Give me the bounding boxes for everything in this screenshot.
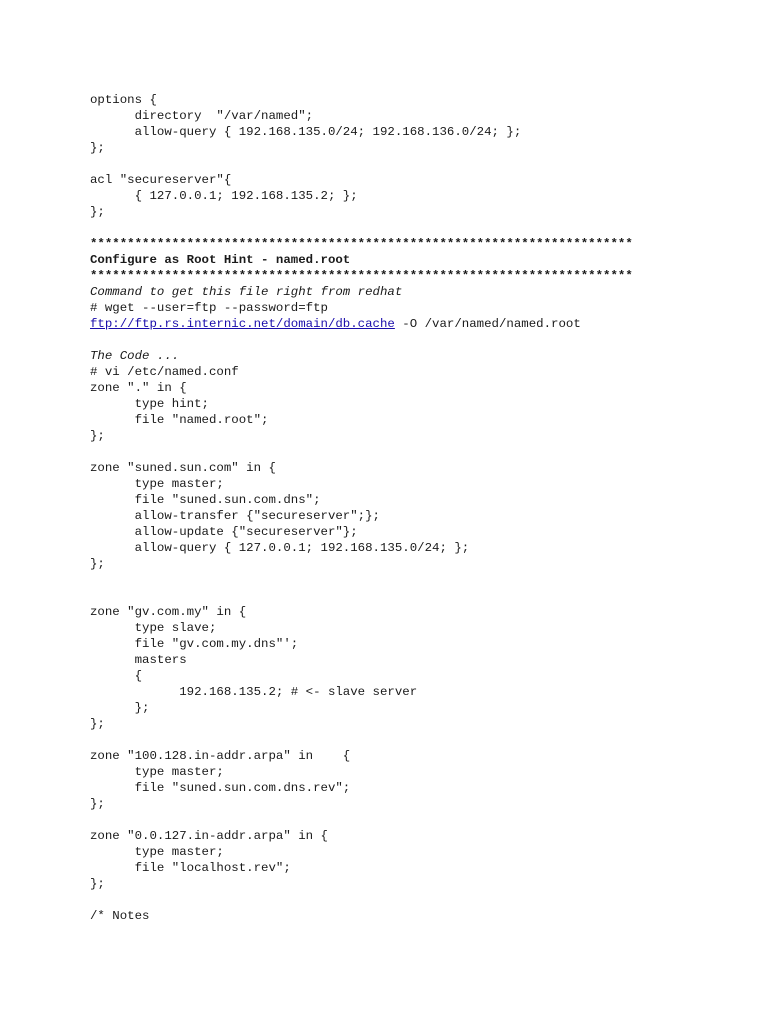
blank-line: [90, 220, 750, 236]
section-heading: Configure as Root Hint - named.root: [90, 253, 351, 267]
code-line: { 127.0.0.1; 192.168.135.2; };: [90, 189, 358, 203]
blank-line: [90, 572, 750, 588]
blank-line: [90, 892, 750, 908]
command-text: -O /var/named/named.root: [394, 317, 581, 331]
code-line: # wget --user=ftp --password=ftp: [90, 301, 328, 315]
code-line: };: [90, 701, 150, 715]
code-line: zone "0.0.127.in-addr.arpa" in {: [90, 829, 328, 843]
blank-line: [90, 812, 750, 828]
blank-line: [90, 732, 750, 748]
comment-line: The Code ...: [90, 349, 180, 363]
blank-line: [90, 156, 750, 172]
code-line: file "gv.com.my.dns"';: [90, 637, 299, 651]
code-line: type slave;: [90, 621, 217, 635]
code-line: };: [90, 205, 105, 219]
code-line: allow-transfer {"secureserver";};: [90, 509, 380, 523]
separator-line: *************************************************************************: [90, 237, 633, 251]
code-line: 192.168.135.2; # <- slave server: [90, 685, 418, 699]
code-line: file "named.root";: [90, 413, 269, 427]
code-line: type master;: [90, 845, 224, 859]
comment-line: Command to get this file right from redhat: [90, 285, 403, 299]
code-line: {: [90, 669, 143, 683]
blank-line: [90, 588, 750, 604]
code-line: allow-query { 127.0.0.1; 192.168.135.0/24; };: [90, 541, 470, 555]
code-line: file "suned.sun.com.dns";: [90, 493, 321, 507]
code-line: zone "." in {: [90, 381, 187, 395]
code-line: };: [90, 141, 105, 155]
code-line: };: [90, 429, 105, 443]
code-line: file "suned.sun.com.dns.rev";: [90, 781, 351, 795]
code-line: zone "gv.com.my" in {: [90, 605, 247, 619]
code-line: acl "secureserver"{: [90, 173, 232, 187]
separator-line: *************************************************************************: [90, 269, 633, 283]
code-line: # vi /etc/named.conf: [90, 365, 239, 379]
ftp-link[interactable]: ftp://ftp.rs.internic.net/domain/db.cache: [90, 317, 395, 331]
code-line: file "localhost.rev";: [90, 861, 291, 875]
code-line: type hint;: [90, 397, 209, 411]
code-line: };: [90, 557, 105, 571]
code-line: };: [90, 717, 105, 731]
code-line: type master;: [90, 765, 224, 779]
command-line: [90, 316, 750, 332]
code-line: zone "100.128.in-addr.arpa" in {: [90, 749, 351, 763]
code-line: };: [90, 877, 105, 891]
code-line: };: [90, 797, 105, 811]
code-line: masters: [90, 653, 187, 667]
document-page: [90, 92, 750, 924]
code-line: /* Notes: [90, 909, 150, 923]
code-line: type master;: [90, 477, 224, 491]
code-line: zone "suned.sun.com" in {: [90, 461, 276, 475]
code-line: options {: [90, 93, 157, 107]
blank-line: [90, 444, 750, 460]
code-line: directory "/var/named";: [90, 109, 314, 123]
code-line: allow-update {"secureserver"};: [90, 525, 358, 539]
blank-line: [90, 332, 750, 348]
code-line: allow-query { 192.168.135.0/24; 192.168.136.0/24; };: [90, 125, 522, 139]
